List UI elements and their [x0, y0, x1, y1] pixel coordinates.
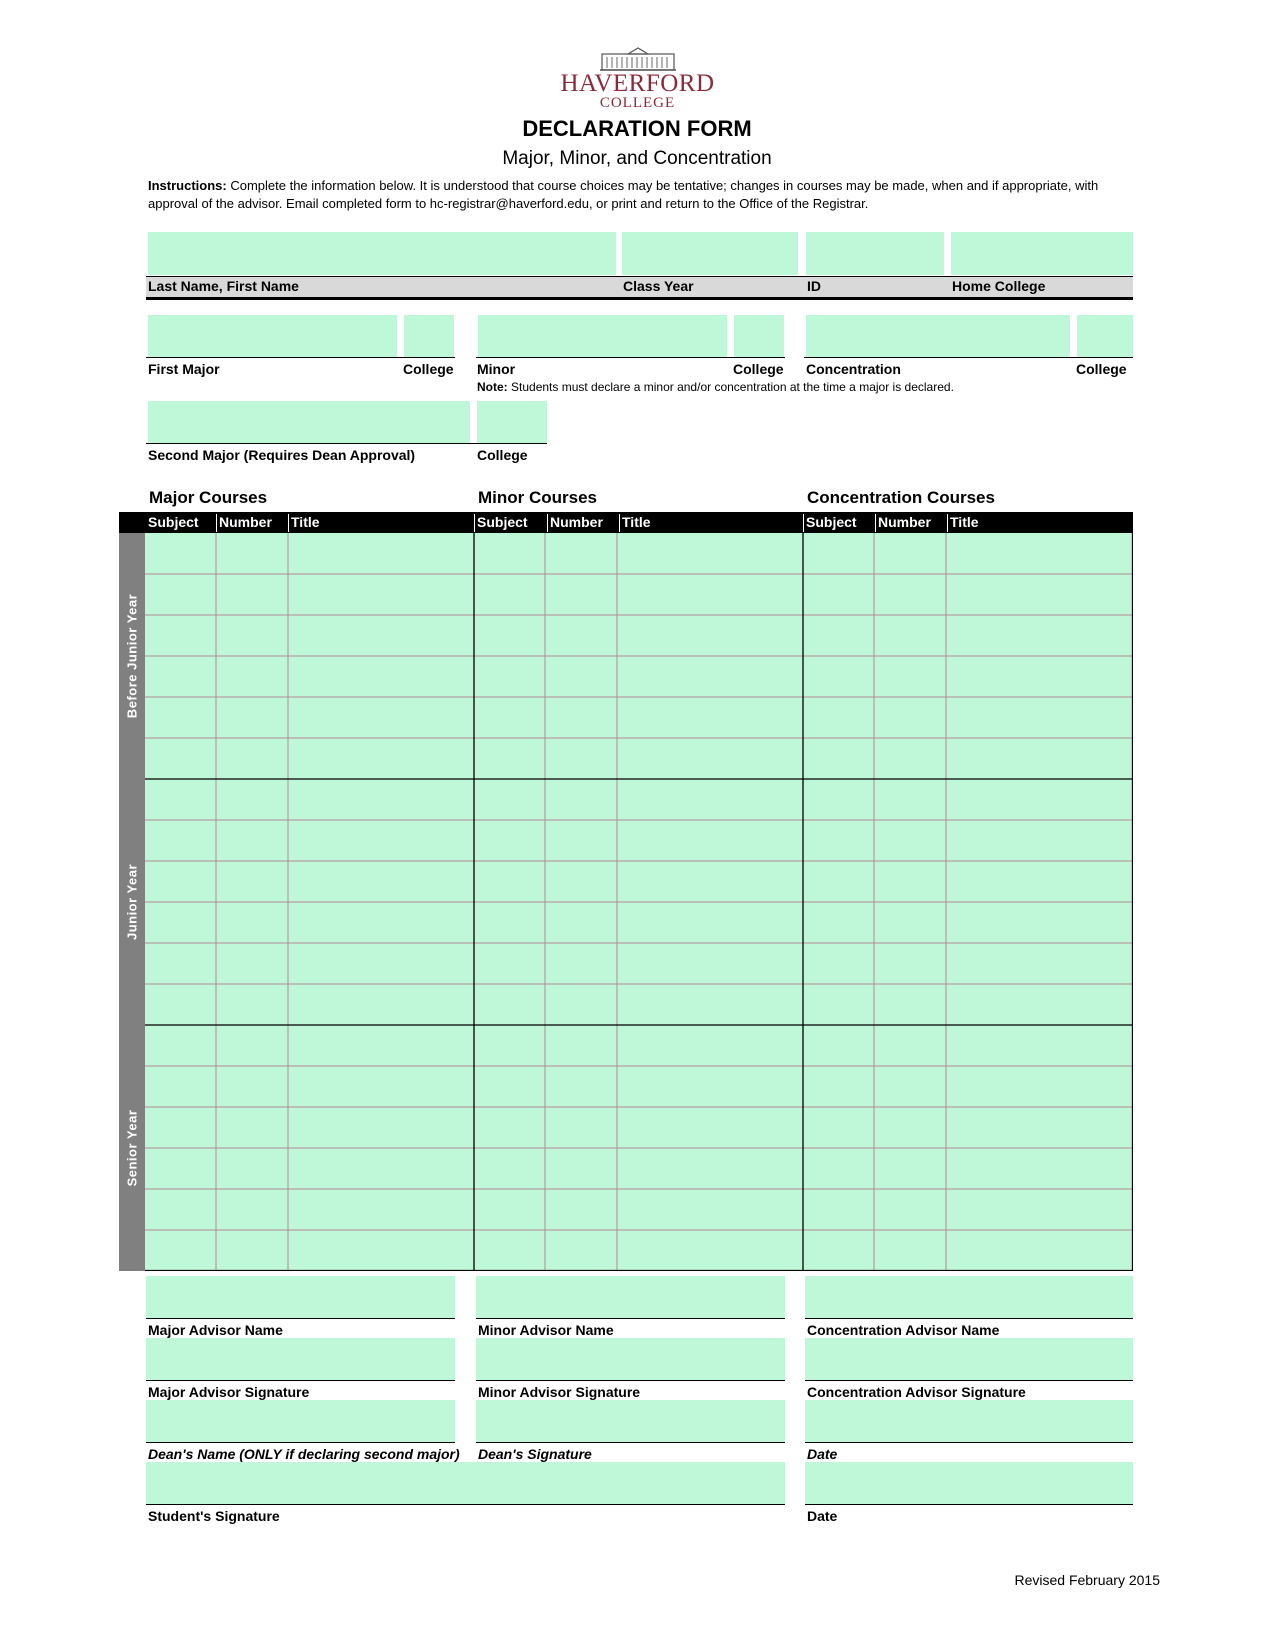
concentration-number-header: Number [878, 514, 931, 530]
student-date-underline [805, 1504, 1133, 1505]
logo-college: COLLEGE [599, 95, 676, 111]
first-major-field[interactable] [148, 315, 397, 357]
major-title-header: Title [291, 514, 320, 530]
year-tab-before-junior [119, 533, 145, 779]
note-text: Students must declare a minor and/or concentration at the time a major is declared. [507, 380, 954, 394]
minor-advisor-signature-underline [476, 1380, 785, 1381]
minor-advisor-signature-field[interactable] [476, 1338, 785, 1380]
note-label: Note: [477, 380, 508, 394]
first-major-label: First Major [148, 361, 220, 377]
minor-note [477, 380, 954, 394]
student-signature-underline [146, 1504, 785, 1505]
minor-number-header: Number [550, 514, 603, 530]
dean-date-field[interactable] [805, 1400, 1133, 1442]
minor-underline [476, 357, 785, 358]
major-advisor-name-label: Major Advisor Name [148, 1322, 283, 1338]
form-title: DECLARATION FORM [522, 116, 752, 141]
student-name-field[interactable] [148, 232, 616, 275]
major-advisor-name-field[interactable] [146, 1276, 455, 1318]
concentration-advisor-name-label: Concentration Advisor Name [807, 1322, 1000, 1338]
year-label-senior: Senior Year [124, 1109, 140, 1187]
minor-college-field[interactable] [734, 315, 784, 357]
course-grid-cells[interactable] [145, 533, 1133, 1271]
minor-field[interactable] [478, 315, 727, 357]
year-label-junior: Junior Year [124, 863, 140, 941]
second-major-underline [146, 443, 547, 444]
second-major-field[interactable] [148, 401, 470, 443]
id-field[interactable] [806, 232, 944, 275]
student-signature-field[interactable] [146, 1462, 785, 1504]
instructions [148, 177, 1128, 213]
concentration-title-header: Title [950, 514, 979, 530]
logo-name: HAVERFORD [560, 70, 715, 97]
minor-advisor-name-underline [476, 1318, 785, 1319]
year-tab-junior [119, 779, 145, 1025]
deans-signature-field[interactable] [476, 1400, 785, 1442]
form-subtitle: Major, Minor, and Concentration [502, 148, 772, 169]
minor-courses-title: Minor Courses [478, 488, 598, 507]
second-major-college-field[interactable] [477, 401, 547, 443]
second-major-label: Second Major (Requires Dean Approval) [148, 447, 416, 463]
minor-college-label: College [733, 361, 784, 377]
year-label-before-junior: Before Junior Year [124, 593, 140, 719]
course-grid [119, 512, 1133, 1271]
first-major-college-label: College [403, 361, 454, 377]
major-advisor-signature-field[interactable] [146, 1338, 455, 1380]
class-year-field[interactable] [622, 232, 798, 275]
concentration-advisor-signature-underline [805, 1380, 1133, 1381]
revised-date: Revised February 2015 [1014, 1572, 1160, 1588]
minor-advisor-name-label: Minor Advisor Name [478, 1322, 614, 1338]
minor-advisor-signature-label: Minor Advisor Signature [478, 1384, 641, 1400]
haverford-logo [555, 46, 720, 110]
class-year-label: Class Year [623, 278, 694, 294]
student-signature-label: Student's Signature [148, 1508, 280, 1524]
minor-title-header: Title [622, 514, 651, 530]
minor-advisor-name-field[interactable] [476, 1276, 785, 1318]
year-tab-senior [119, 1025, 145, 1271]
instructions-label: Instructions: [148, 178, 227, 193]
home-college-field[interactable] [951, 232, 1133, 275]
major-advisor-signature-label: Major Advisor Signature [148, 1384, 310, 1400]
dean-date-underline [805, 1442, 1133, 1443]
concentration-label: Concentration [806, 361, 901, 377]
concentration-courses-title: Concentration Courses [807, 488, 995, 507]
instructions-text: Complete the information below. It is understood that course choices may be tentative; changes in courses may be made, when and if appropriate, with approval of the advisor. Email completed form to hc-registrar@haverford.edu, or print and return to the Office of the Registrar. [148, 178, 1099, 211]
concentration-advisor-signature-label: Concentration Advisor Signature [807, 1384, 1026, 1400]
student-date-field[interactable] [805, 1462, 1133, 1504]
concentration-advisor-signature-field[interactable] [805, 1338, 1133, 1380]
concentration-field[interactable] [806, 315, 1070, 357]
building-icon [598, 46, 678, 72]
deans-signature-underline [476, 1442, 785, 1443]
deans-signature-label: Dean's Signature [478, 1446, 592, 1462]
deans-name-label: Dean's Name (ONLY if declaring second major) [148, 1446, 460, 1462]
home-college-label: Home College [952, 278, 1046, 294]
concentration-advisor-name-underline [805, 1318, 1133, 1319]
concentration-college-field[interactable] [1077, 315, 1133, 357]
concentration-advisor-name-field[interactable] [805, 1276, 1133, 1318]
major-advisor-signature-underline [146, 1380, 455, 1381]
minor-label: Minor [477, 361, 516, 377]
concentration-college-label: College [1076, 361, 1127, 377]
dean-date-label: Date [807, 1446, 838, 1462]
first-major-underline [146, 357, 455, 358]
student-date-label: Date [807, 1508, 838, 1524]
deans-name-underline [146, 1442, 455, 1443]
concentration-underline [804, 357, 1133, 358]
major-subject-header: Subject [148, 514, 199, 530]
first-major-college-field[interactable] [404, 315, 454, 357]
course-grid-header [119, 512, 1133, 533]
second-major-college-label: College [477, 447, 528, 463]
major-advisor-name-underline [146, 1318, 455, 1319]
concentration-subject-header: Subject [806, 514, 857, 530]
minor-subject-header: Subject [477, 514, 528, 530]
major-courses-title: Major Courses [149, 488, 268, 507]
id-label: ID [807, 278, 821, 294]
major-number-header: Number [219, 514, 272, 530]
deans-name-field[interactable] [146, 1400, 455, 1442]
student-name-label: Last Name, First Name [148, 278, 299, 294]
